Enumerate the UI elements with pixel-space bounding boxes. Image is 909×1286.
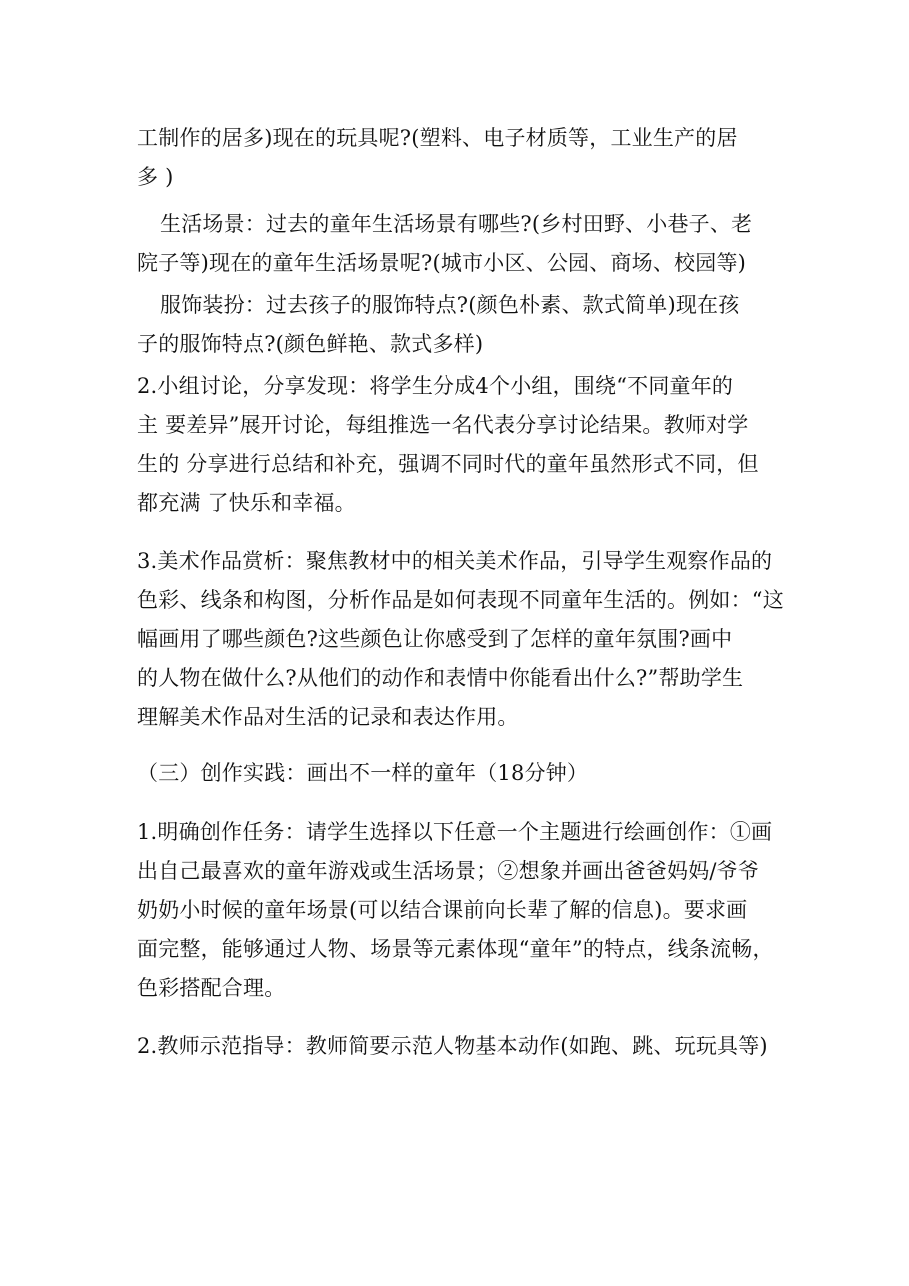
text-line-9: 生的 分享进行总结和补充，强调不同时代的童年虽然形式不同，但: [137, 452, 759, 476]
text-line-3: 生活场景：过去的童年生活场景有哪些?(乡村田野、小巷子、老: [160, 212, 753, 236]
text-line-20: 面完整，能够通过人物、场景等元素体现“童年”的特点，线条流畅，: [137, 937, 774, 961]
text-line-19: 奶奶小时候的童年场景(可以结合课前向长辈了解的信息)。要求画: [137, 898, 748, 922]
text-line-17: 1.明确创作任务：请学生选择以下任意一个主题进行绘画创作：①画: [137, 820, 773, 844]
text-line-8: 主 要差异”展开讨论，每组推选一名代表分享讨论结果。教师对学: [137, 413, 749, 437]
text-line-5: 服饰装扮：过去孩子的服饰特点?(颜色朴素、款式简单)现在孩: [160, 293, 740, 317]
text-line-6: 子的服饰特点?(颜色鲜艳、款式多样): [137, 332, 484, 356]
text-line-14: 的人物在做什么?从他们的动作和表情中你能看出什么?”帮助学生: [137, 666, 744, 690]
text-line-4: 院子等)现在的童年生活场景呢?(城市小区、公园、商场、校园等): [137, 251, 747, 275]
text-line-15: 理解美术作品对生活的记录和表达作用。: [137, 705, 519, 729]
text-line-13: 幅画用了哪些颜色?这些颜色让你感受到了怎样的童年氛围?画中: [137, 627, 733, 651]
text-line-1: 工制作的居多)现在的玩具呢?(塑料、电子材质等，工业生产的居: [137, 126, 738, 150]
text-line-11: 3.美术作品赏析：聚焦教材中的相关美术作品，引导学生观察作品的: [137, 549, 773, 573]
text-line-18: 出自己最喜欢的童年游戏或生活场景；②想象并画出爸爸妈妈/爷爷: [137, 859, 760, 883]
text-line-21: 色彩搭配合理。: [137, 976, 286, 1000]
text-line-7: 2.小组讨论，分享发现：将学生分成4个小组，围绕“不同童年的: [137, 374, 734, 398]
text-line-2: 多 ): [137, 165, 174, 189]
text-line-12: 色彩、线条和构图，分析作品是如何表现不同童年生活的。例如：“这: [137, 588, 784, 612]
section-heading: （三）创作实践：画出不一样的童年（18分钟）: [137, 761, 589, 785]
text-line-22: 2.教师示范指导：教师简要示范人物基本动作(如跑、跳、玩玩具等): [137, 1034, 768, 1058]
text-line-10: 都充满 了快乐和幸福。: [137, 491, 356, 515]
